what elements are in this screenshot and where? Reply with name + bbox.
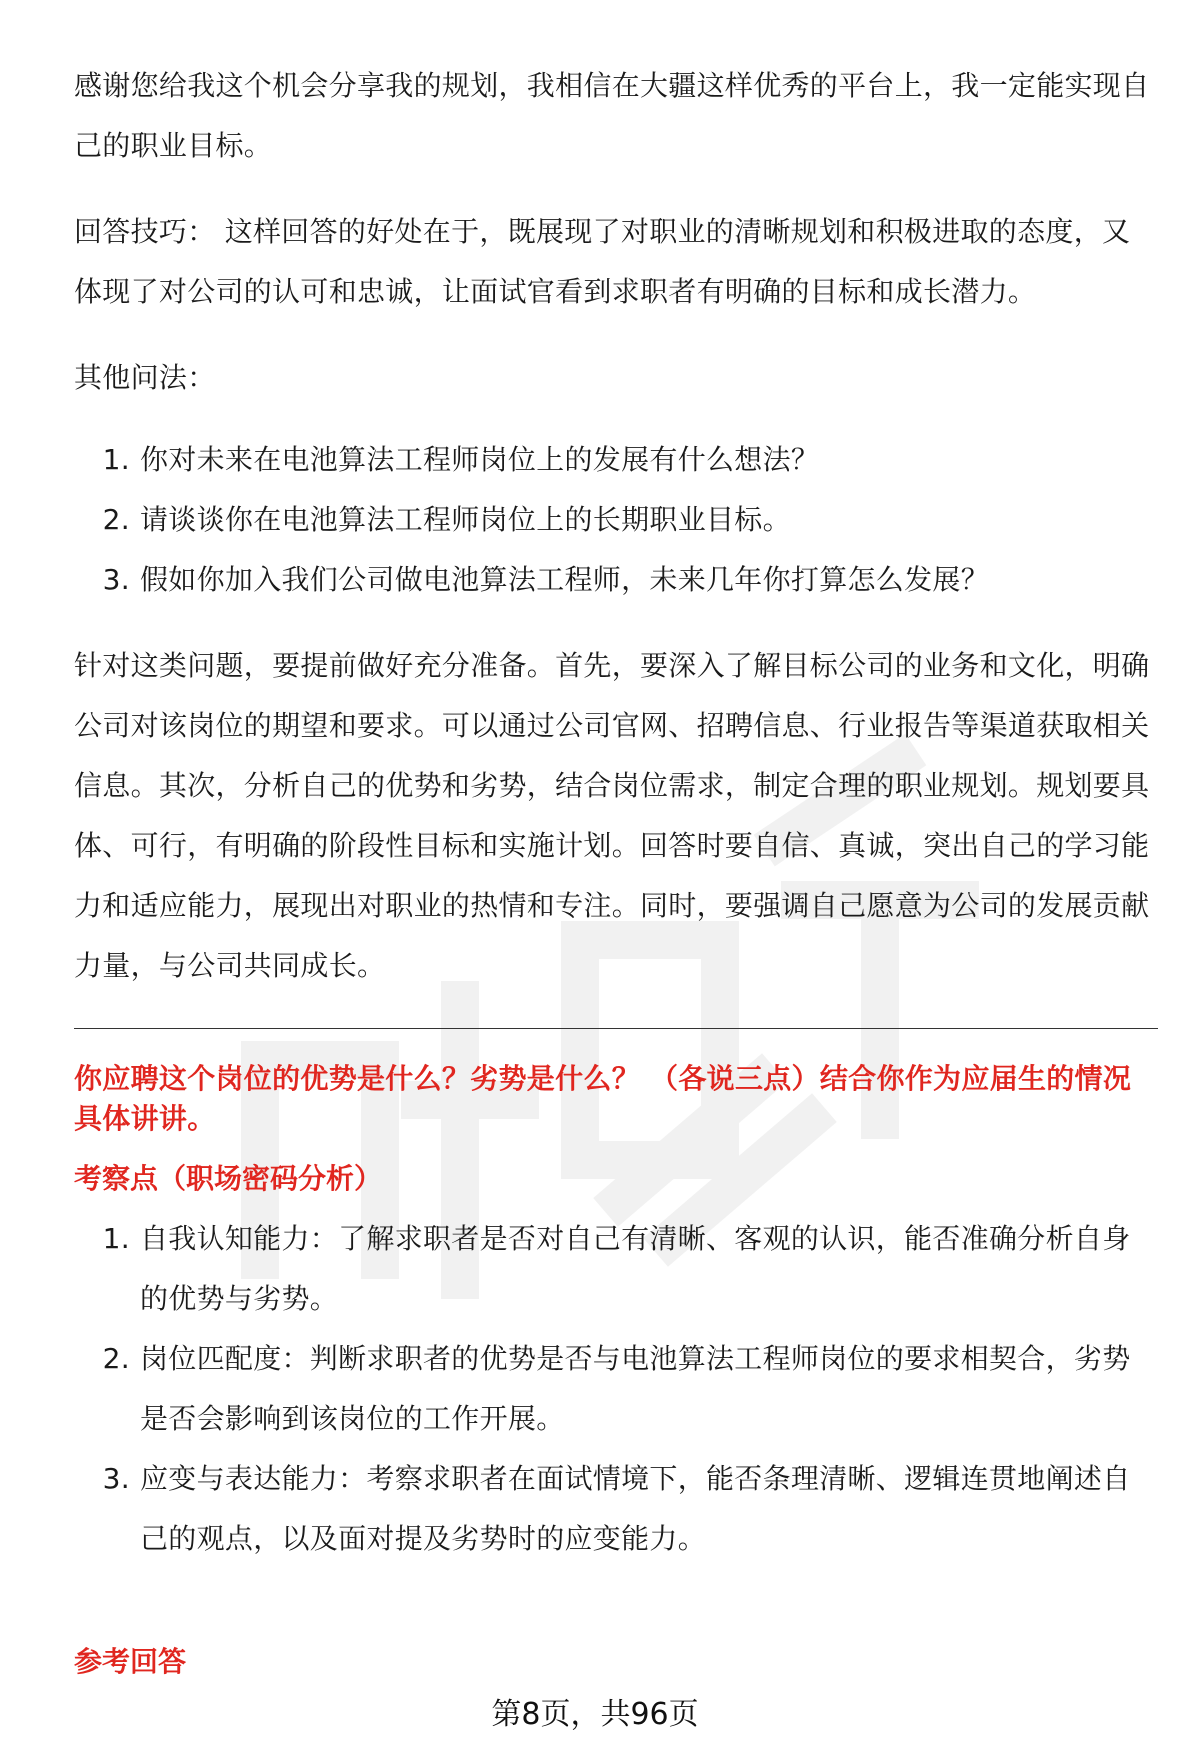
closing-paragraph: 感谢您给我这个机会分享我的规划，我相信在大疆这样优秀的平台上，我一定能实现自己的职业目标。 <box>74 69 1150 162</box>
answer-tip-paragraph: 回答技巧： 这样回答的好处在于，既展现了对职业的清晰规划和积极进取的态度，又体现了对公司的认可和忠诚，让面试官看到求职者有明确的目标和成长潜力。 <box>74 215 1131 308</box>
list-item: 2. 请谈谈你在电池算法工程师岗位上的长期职业目标。 <box>102 503 791 536</box>
exam-points-list <box>74 1209 1158 1569</box>
question-title: 你应聘这个岗位的优势是什么？劣势是什么？ （各说三点）结合你作为应届生的情况具体讲讲。 <box>74 1062 1132 1135</box>
page-number-footer: 第8页，共96页 <box>491 1697 699 1732</box>
list-item: 1. 自我认知能力：了解求职者是否对自己有清晰、客观的认识，能否准确分析自身的优势与劣势。 <box>102 1222 1131 1315</box>
other-questions-label: 其他问法： <box>74 361 216 394</box>
preparation-advice-paragraph: 针对这类问题，要提前做好充分准备。首先，要深入了解目标公司的业务和文化，明确公司对该岗位的期望和要求。可以通过公司官网、招聘信息、行业报告等渠道获取相关信息。其次，分析自己的优势和劣势，结合岗位需求，制定合理的职业规划。规划要具体、可行，有明确的阶段性目标和实施计划。回答时要自信、真诚，突出自己的学习能力和适应能力，展现出对职业的热情和专注。同时，要强调自己愿意为公司的发展贡献力量，与公司共同成长。 <box>74 649 1150 982</box>
list-item: 3. 假如你加入我们公司做电池算法工程师，未来几年你打算怎么发展？ <box>102 563 990 596</box>
other-questions-list <box>74 430 1158 610</box>
document-body <box>74 56 1158 1569</box>
list-item: 2. 岗位匹配度：判断求职者的优势是否与电池算法工程师岗位的要求相契合，劣势是否会影响到该岗位的工作开展。 <box>102 1342 1131 1435</box>
exam-points-label: 考察点（职场密码分析） <box>74 1162 383 1195</box>
list-item: 3. 应变与表达能力：考察求职者在面试情境下，能否条理清晰、逻辑连贯地阐述自己的观点，以及面对提及劣势时的应变能力。 <box>102 1462 1131 1555</box>
list-item: 1. 你对未来在电池算法工程师岗位上的发展有什么想法？ <box>102 443 820 476</box>
reference-answer-label: 参考回答 <box>74 1645 187 1678</box>
section-divider <box>74 1028 1158 1029</box>
